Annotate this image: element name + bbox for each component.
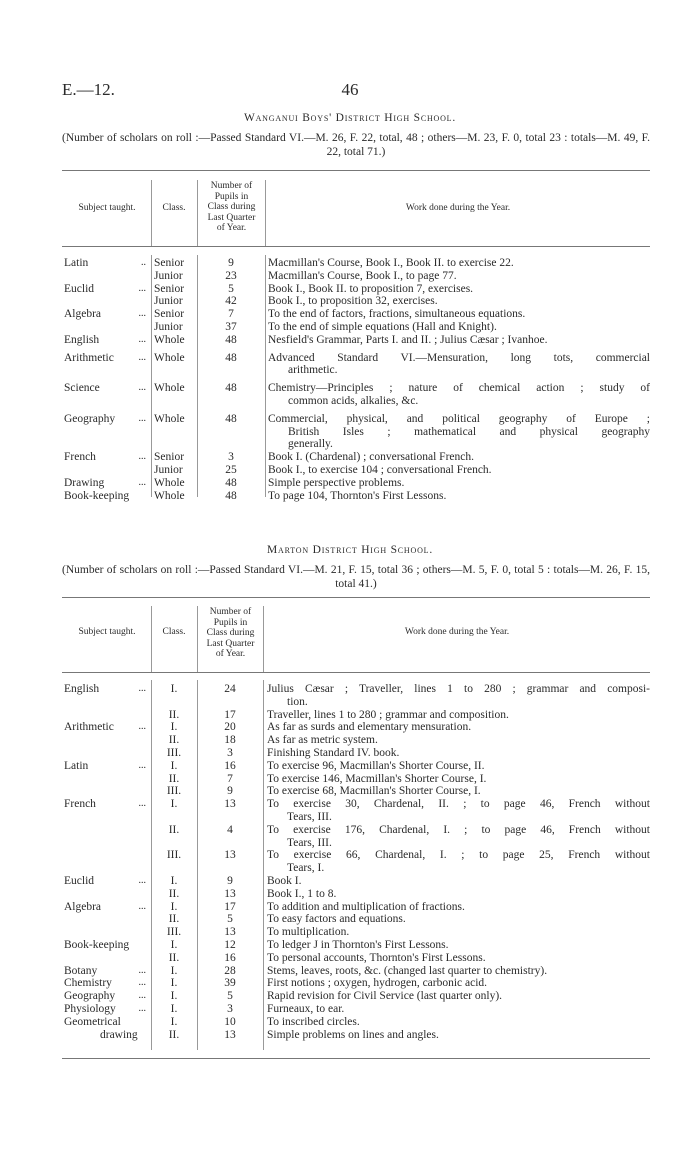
subject-name: drawing xyxy=(100,1028,138,1041)
pupils-cell: 20 xyxy=(224,721,236,734)
pupils-cell: 17 xyxy=(224,708,236,721)
roll-summary: (Number of scholars on roll :—Passed Standard VI.—M. 21, F. 15, total 36 ; others—M. 5, F. 0, total 5 : totals—M. 26, F. 15, total 41.) xyxy=(62,564,650,590)
pupils-cell: 39 xyxy=(224,977,236,990)
work-line: Traveller, lines 1 to 280 ; grammar and composition. xyxy=(267,708,509,721)
subject-name: English xyxy=(64,683,100,695)
work-cell xyxy=(267,747,650,760)
column-divider xyxy=(265,255,266,497)
class-cell: Whole xyxy=(154,489,185,502)
class-cell: Whole xyxy=(154,382,185,395)
pupils-cell: 48 xyxy=(225,351,237,364)
pupils-cell: 3 xyxy=(227,747,233,759)
pupils-cell: 5 xyxy=(227,913,233,926)
leader-dots: ... xyxy=(138,476,146,488)
subject-name: Algebra xyxy=(64,900,102,913)
leader-dots: ... xyxy=(138,451,146,463)
work-cell xyxy=(267,760,650,773)
leader-dots: ... xyxy=(138,964,146,976)
work-cell xyxy=(267,773,650,786)
work-line: Chemistry—Principles ; nature of chemical action ; study of xyxy=(268,382,650,395)
subject-name: Geometrical xyxy=(64,1015,121,1028)
leader-dots: ... xyxy=(138,977,146,989)
work-line: generally. xyxy=(288,438,333,451)
class-cell: I. xyxy=(170,939,178,951)
work-cell xyxy=(267,785,650,798)
pupils-cell: 7 xyxy=(228,308,234,321)
subject-cell xyxy=(64,1003,146,1016)
subject-name: Algebra xyxy=(64,308,102,321)
work-line: To the end of simple equations (Hall and Knight). xyxy=(268,321,497,333)
subject-name: Chemistry xyxy=(64,977,112,990)
work-cell xyxy=(268,382,650,408)
work-cell xyxy=(267,939,650,952)
pupils-cell: 16 xyxy=(224,951,236,964)
pupils-cell: 16 xyxy=(224,759,236,772)
work-cell xyxy=(267,721,650,734)
work-cell xyxy=(267,824,650,850)
pupils-cell: 9 xyxy=(227,785,233,798)
column-divider xyxy=(151,255,152,497)
leader-dots: ... xyxy=(138,382,146,394)
leader-dots: ... xyxy=(138,1003,146,1014)
pupils-cell: 13 xyxy=(224,1028,236,1041)
class-cell: II. xyxy=(168,772,180,785)
table-bottom-rule xyxy=(62,1058,650,1059)
class-cell: I. xyxy=(170,977,178,990)
work-line: To personal accounts, Thornton's First Lessons. xyxy=(267,951,486,964)
work-line: common acids, alkalies, &c. xyxy=(288,394,419,407)
work-cell xyxy=(268,477,650,490)
work-cell xyxy=(268,308,650,321)
work-cell xyxy=(267,888,650,901)
class-cell: II. xyxy=(168,708,180,721)
work-line: As far as metric system. xyxy=(267,734,378,747)
work-line: As far as surds and elementary mensuration. xyxy=(267,721,472,734)
pupils-cell: 48 xyxy=(225,489,237,502)
work-cell xyxy=(267,952,650,965)
class-cell: I. xyxy=(170,683,178,695)
pupils-cell: 13 xyxy=(224,798,236,811)
class-cell: I. xyxy=(170,990,178,1003)
class-cell: III. xyxy=(166,849,182,862)
pupils-cell: 48 xyxy=(225,412,237,425)
subject-cell xyxy=(64,490,146,503)
work-line: Commercial, physical, and political geography of Europe ; xyxy=(268,412,650,425)
section-title: Marton District High School. xyxy=(266,544,434,556)
work-cell xyxy=(267,1029,650,1042)
table-top-rule xyxy=(62,170,650,171)
work-cell xyxy=(268,321,650,334)
pupils-cell: 48 xyxy=(225,476,237,489)
subject-cell xyxy=(64,990,146,1003)
work-cell xyxy=(267,683,650,709)
pupils-cell: 23 xyxy=(225,269,237,282)
subject-cell xyxy=(64,977,146,990)
work-cell xyxy=(268,352,650,378)
header-class: Class. xyxy=(162,627,186,637)
pupils-cell: 48 xyxy=(225,333,237,346)
leader-dots: ... xyxy=(138,282,146,294)
work-cell xyxy=(267,798,650,824)
pupils-cell: 5 xyxy=(227,990,233,1003)
pupils-cell: 3 xyxy=(227,1003,233,1015)
pupils-cell: 13 xyxy=(224,887,236,900)
work-cell xyxy=(268,413,650,451)
class-cell: III. xyxy=(166,785,182,798)
header-subject: Subject taught. xyxy=(78,203,136,213)
subject-cell xyxy=(64,477,146,490)
column-divider xyxy=(263,606,264,672)
subject-name: Physiology xyxy=(64,1003,116,1015)
work-cell xyxy=(267,901,650,914)
leader-dots: .. xyxy=(141,257,146,268)
work-line: To exercise 66, Chardenal, I. ; to page 25, French without xyxy=(267,849,650,862)
pupils-cell: 3 xyxy=(228,451,234,464)
subject-name: Science xyxy=(64,382,100,395)
work-cell xyxy=(267,875,650,888)
work-cell xyxy=(267,913,650,926)
class-cell: Junior xyxy=(154,464,183,476)
work-line: Tears, III. xyxy=(287,810,332,823)
subject-name: Latin xyxy=(64,257,89,269)
class-cell: Senior xyxy=(154,282,185,295)
header-pupils: Number of Pupils in Class during Last Quarter of Year. xyxy=(207,181,256,233)
class-cell: II. xyxy=(168,1028,180,1041)
work-cell xyxy=(268,283,650,296)
subject-name: Geography xyxy=(64,412,116,425)
work-line: Tears, III. xyxy=(287,836,332,849)
work-line: Book I., 1 to 8. xyxy=(267,887,337,900)
work-cell xyxy=(268,451,650,464)
work-line: Julius Cæsar ; Traveller, lines 1 to 280 ; grammar and composi- xyxy=(267,683,650,695)
work-cell xyxy=(267,1016,650,1029)
pupils-cell: 7 xyxy=(227,772,233,785)
subject-cell xyxy=(64,875,146,888)
class-cell: Whole xyxy=(154,351,185,364)
subject-cell xyxy=(64,334,146,347)
subject-cell xyxy=(64,939,146,952)
pupils-cell: 4 xyxy=(227,823,233,836)
work-cell xyxy=(267,990,650,1003)
leader-dots: ... xyxy=(138,759,146,771)
work-line: Book I., to exercise 104 ; conversational French. xyxy=(268,464,492,476)
pupils-cell: 24 xyxy=(224,683,236,695)
subject-name: English xyxy=(64,333,100,346)
leader-dots: ... xyxy=(138,900,146,912)
work-cell xyxy=(268,295,650,308)
leader-dots: ... xyxy=(138,351,146,363)
roll-summary: (Number of scholars on roll :—Passed Standard VI.—M. 26, F. 22, total, 48 ; others—M. 23, F. 0, total 23 : totals—M. 49, F. 22, total 71.) xyxy=(62,132,650,158)
work-line: Book I. (Chardenal) ; conversational French. xyxy=(268,451,474,464)
class-cell: Senior xyxy=(154,308,185,321)
leader-dots: ... xyxy=(138,798,146,810)
class-cell: I. xyxy=(170,759,178,772)
class-cell: III. xyxy=(166,747,182,759)
header-class: Class. xyxy=(162,203,186,213)
subject-name: Arithmetic xyxy=(64,721,114,734)
subject-cell xyxy=(64,413,146,426)
pupils-cell: 18 xyxy=(224,734,236,747)
work-line: To multiplication. xyxy=(267,926,350,939)
work-line: To page 104, Thornton's First Lessons. xyxy=(268,489,447,502)
work-line: To easy factors and equations. xyxy=(267,913,406,926)
subject-name: Book-keeping xyxy=(64,489,130,502)
subject-cell xyxy=(64,760,146,773)
work-line: To exercise 176, Chardenal, I. ; to page 46, French without xyxy=(267,823,650,836)
pupils-cell: 5 xyxy=(228,282,234,295)
subject-name: Drawing xyxy=(64,476,105,489)
class-cell: II. xyxy=(168,951,180,964)
work-cell xyxy=(267,734,650,747)
class-cell: Junior xyxy=(154,321,183,333)
pupils-cell: 9 xyxy=(228,257,234,269)
work-line: To addition and multiplication of fractions. xyxy=(267,900,465,913)
class-cell: Senior xyxy=(154,451,185,464)
subject-cell xyxy=(64,382,146,395)
work-line: First notions ; oxygen, hydrogen, carbonic acid. xyxy=(267,977,488,990)
class-cell: I. xyxy=(170,900,178,913)
class-cell: I. xyxy=(170,964,178,977)
work-cell xyxy=(267,849,650,875)
table-top-rule xyxy=(62,597,650,598)
pupils-cell: 12 xyxy=(224,939,236,951)
subject-name: Botany xyxy=(64,964,98,977)
header-subject: Subject taught. xyxy=(78,627,136,637)
class-cell: I. xyxy=(170,1003,178,1015)
subject-cell xyxy=(64,257,146,270)
column-divider xyxy=(263,680,264,1050)
work-line: To inscribed circles. xyxy=(267,1015,360,1028)
report-reference: E.—12. xyxy=(62,80,115,99)
work-line: To ledger J in Thornton's First Lessons. xyxy=(267,939,449,951)
subject-name: Euclid xyxy=(64,282,95,295)
section-title: Wanganui Boys' District High School. xyxy=(243,112,457,124)
class-cell: III. xyxy=(166,926,182,939)
work-line: To exercise 30, Chardenal, II. ; to page 46, French without xyxy=(267,798,650,811)
work-cell xyxy=(268,464,650,477)
subject-cell xyxy=(64,901,146,914)
pupils-cell: 13 xyxy=(224,926,236,939)
work-line: Book I. xyxy=(267,875,302,887)
work-cell xyxy=(267,977,650,990)
work-line: Simple perspective problems. xyxy=(268,476,405,489)
header-pupils: Number of Pupils in Class during Last Quarter of Year. xyxy=(206,607,255,659)
class-cell: I. xyxy=(170,1015,178,1028)
subject-name: French xyxy=(64,451,96,464)
subject-name: Book-keeping xyxy=(64,939,130,951)
class-cell: Junior xyxy=(154,269,183,282)
work-line: Advanced Standard VI.—Mensuration, long tots, commercial xyxy=(268,351,650,364)
pupils-cell: 17 xyxy=(224,900,236,913)
subject-name: Latin xyxy=(64,759,89,772)
subject-name: Euclid xyxy=(64,875,95,887)
table-header-rule xyxy=(62,672,650,673)
class-cell: II. xyxy=(168,887,180,900)
work-line: tion. xyxy=(287,695,308,708)
work-line: British Isles ; mathematical and physical geography xyxy=(288,425,650,438)
leader-dots: ... xyxy=(138,875,146,886)
subject-cell xyxy=(64,798,146,811)
work-line: Stems, leaves, roots, &c. (changed last quarter to chemistry). xyxy=(267,964,548,977)
page-number: 46 xyxy=(341,80,359,99)
work-line: Macmillan's Course, Book I., to page 77. xyxy=(268,269,457,282)
leader-dots: ... xyxy=(138,990,146,1002)
column-divider xyxy=(151,606,152,672)
class-cell: Whole xyxy=(154,333,185,346)
leader-dots: ... xyxy=(138,308,146,320)
work-cell xyxy=(267,1003,650,1016)
leader-dots: ... xyxy=(138,333,146,345)
pupils-cell: 42 xyxy=(225,295,237,308)
table-header-rule xyxy=(62,246,650,247)
class-cell: I. xyxy=(170,798,178,811)
work-cell xyxy=(268,334,650,347)
subject-cell xyxy=(64,451,146,464)
work-line: Finishing Standard IV. book. xyxy=(267,747,400,759)
work-cell xyxy=(267,709,650,722)
subject-cell xyxy=(64,308,146,321)
work-line: Book I., to proposition 32, exercises. xyxy=(268,295,438,308)
work-cell xyxy=(268,257,650,270)
work-line: To the end of factors, fractions, simultaneous equations. xyxy=(268,308,526,321)
leader-dots: ... xyxy=(138,721,146,733)
subject-cell xyxy=(64,352,146,365)
leader-dots: ... xyxy=(138,683,146,694)
subject-cell xyxy=(64,965,146,978)
class-cell: I. xyxy=(170,875,178,887)
pupils-cell: 25 xyxy=(225,464,237,476)
subject-name: French xyxy=(64,798,96,811)
work-line: Furneaux, to ear. xyxy=(267,1003,345,1015)
work-line: To exercise 146, Macmillan's Shorter Course, I. xyxy=(267,772,487,785)
work-line: Tears, I. xyxy=(287,862,325,875)
work-line: Macmillan's Course, Book I., Book II. to exercise 22. xyxy=(268,257,514,269)
subject-cell xyxy=(64,283,146,296)
work-cell xyxy=(267,965,650,978)
pupils-cell: 10 xyxy=(224,1015,236,1028)
work-line: To exercise 68, Macmillan's Shorter Course, I. xyxy=(267,785,481,798)
work-line: Book I., Book II. to proposition 7, exercises. xyxy=(268,282,474,295)
subject-cell xyxy=(64,721,146,734)
pupils-cell: 9 xyxy=(227,875,233,887)
work-line: To exercise 96, Macmillan's Shorter Course, II. xyxy=(267,759,485,772)
class-cell: Whole xyxy=(154,412,185,425)
work-cell xyxy=(268,270,650,283)
work-line: Simple problems on lines and angles. xyxy=(267,1028,439,1041)
class-cell: Junior xyxy=(154,295,183,308)
work-cell xyxy=(267,926,650,939)
pupils-cell: 37 xyxy=(225,321,237,333)
work-cell xyxy=(268,490,650,503)
work-line: Rapid revision for Civil Service (last quarter only). xyxy=(267,990,503,1003)
class-cell: II. xyxy=(168,734,180,747)
header-work: Work done during the Year. xyxy=(405,203,511,213)
class-cell: II. xyxy=(168,823,180,836)
subject-name: Geography xyxy=(64,990,116,1003)
work-line: arithmetic. xyxy=(288,364,338,377)
subject-name: Arithmetic xyxy=(64,351,114,364)
pupils-cell: 48 xyxy=(225,382,237,395)
class-cell: Whole xyxy=(154,476,185,489)
pupils-cell: 13 xyxy=(224,849,236,862)
pupils-cell: 28 xyxy=(224,964,236,977)
subject-cell xyxy=(64,683,146,696)
subject-cell xyxy=(64,1016,146,1029)
class-cell: Senior xyxy=(154,257,185,269)
header-work: Work done during the Year. xyxy=(404,627,510,637)
class-cell: II. xyxy=(168,913,180,926)
work-line: Nesfield's Grammar, Parts I. and II. ; Julius Cæsar ; Ivanhoe. xyxy=(268,333,548,346)
leader-dots: ... xyxy=(138,412,146,424)
class-cell: I. xyxy=(170,721,178,734)
